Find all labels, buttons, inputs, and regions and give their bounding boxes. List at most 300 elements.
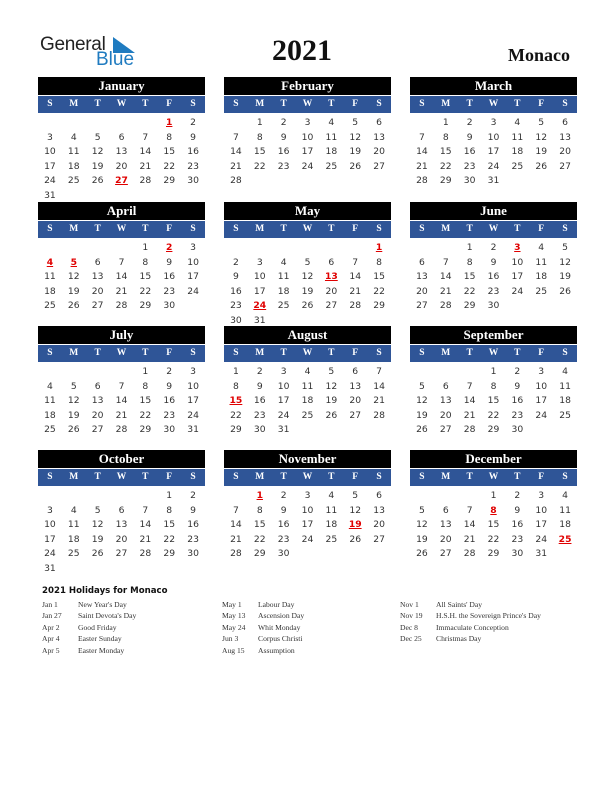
weekday-label: M bbox=[255, 99, 265, 109]
day-cell: 26 bbox=[416, 424, 428, 436]
weekday-label: S bbox=[419, 348, 425, 358]
holiday-name: Ascension Day bbox=[258, 611, 305, 621]
day-cell: 28 bbox=[439, 300, 452, 312]
day-cell: 25 bbox=[325, 533, 338, 545]
day-cell: 4 bbox=[70, 504, 77, 516]
weekday-label: S bbox=[419, 472, 425, 482]
day-cell: 3 bbox=[190, 242, 196, 253]
weekday-label: W bbox=[116, 472, 127, 482]
day-cell: 20 bbox=[416, 285, 428, 297]
day-cell: 21 bbox=[115, 285, 128, 297]
day-cell: 6 bbox=[328, 256, 335, 268]
day-cell: 30 bbox=[511, 424, 524, 436]
day-cell: 8 bbox=[256, 504, 263, 516]
holiday-name: Christmas Day bbox=[436, 634, 482, 644]
day-cell: 27 bbox=[325, 300, 338, 312]
weekday-label: W bbox=[302, 472, 313, 482]
day-cell: 30 bbox=[187, 548, 199, 560]
day-cell: 29 bbox=[487, 548, 500, 560]
weekday-label: W bbox=[488, 348, 499, 358]
holiday-day-cell: 1 bbox=[256, 490, 263, 501]
day-cell: 9 bbox=[490, 256, 497, 268]
month-october bbox=[38, 450, 205, 577]
day-cell: 29 bbox=[253, 548, 266, 560]
day-cell: 8 bbox=[466, 256, 473, 268]
day-cell: 9 bbox=[280, 131, 287, 143]
day-cell: 1 bbox=[232, 366, 239, 377]
day-cell: 6 bbox=[376, 490, 382, 501]
holiday-name: Immaculate Conception bbox=[436, 622, 509, 632]
day-cell: 19 bbox=[325, 395, 338, 407]
day-cell: 26 bbox=[535, 160, 548, 172]
day-cell: 18 bbox=[511, 146, 524, 158]
empty-cell bbox=[434, 489, 458, 504]
day-cell: 1 bbox=[466, 242, 473, 253]
day-cell: 8 bbox=[442, 131, 449, 143]
day-cell: 12 bbox=[301, 271, 314, 283]
day-cell: 16 bbox=[253, 395, 266, 407]
day-cell: 27 bbox=[349, 409, 362, 421]
day-cell: 31 bbox=[487, 175, 500, 187]
day-cell: 4 bbox=[46, 380, 53, 392]
holiday-name: All Saints' Day bbox=[436, 600, 483, 609]
day-cell: 20 bbox=[325, 285, 338, 297]
weekday-header bbox=[38, 96, 205, 113]
day-cell: 21 bbox=[139, 533, 152, 545]
day-cell: 12 bbox=[91, 146, 104, 158]
month-title: September bbox=[410, 326, 577, 344]
holiday-date: Nov 1 bbox=[400, 600, 419, 609]
day-cell: 25 bbox=[511, 160, 524, 172]
day-cell: 18 bbox=[277, 285, 290, 297]
weekday-label: S bbox=[419, 224, 425, 234]
day-cell: 18 bbox=[559, 395, 571, 407]
day-cell: 23 bbox=[277, 533, 290, 545]
weekday-label: T bbox=[514, 472, 521, 482]
holiday-day-cell: 19 bbox=[348, 519, 362, 531]
generalblue-logo bbox=[40, 34, 150, 74]
weekday-label: T bbox=[466, 224, 473, 234]
day-cell: 20 bbox=[349, 395, 362, 407]
day-cell: 28 bbox=[349, 300, 362, 312]
day-cell: 16 bbox=[163, 395, 176, 407]
day-grid bbox=[224, 241, 391, 329]
day-cell: 18 bbox=[325, 519, 338, 531]
holiday-item bbox=[42, 623, 136, 634]
day-cell: 21 bbox=[439, 285, 452, 297]
day-grid bbox=[38, 241, 205, 314]
day-cell: 14 bbox=[230, 519, 242, 531]
holiday-name: Whit Monday bbox=[258, 622, 301, 632]
day-cell: 20 bbox=[559, 146, 571, 158]
holiday-date: Dec 8 bbox=[400, 622, 418, 632]
holiday-item bbox=[222, 623, 304, 634]
day-cell: 11 bbox=[559, 504, 571, 516]
day-cell: 20 bbox=[91, 409, 104, 421]
day-cell: 18 bbox=[67, 160, 80, 172]
empty-cell bbox=[86, 116, 110, 131]
weekday-label: F bbox=[352, 224, 359, 234]
day-cell: 16 bbox=[511, 519, 524, 531]
day-cell: 1 bbox=[256, 117, 263, 128]
day-cell: 16 bbox=[230, 285, 242, 297]
day-cell: 2 bbox=[166, 366, 173, 377]
holiday-item bbox=[222, 600, 304, 611]
day-cell: 31 bbox=[44, 189, 56, 201]
day-cell: 12 bbox=[559, 256, 571, 268]
day-cell: 12 bbox=[91, 519, 104, 531]
day-cell: 21 bbox=[373, 395, 385, 407]
day-cell: 5 bbox=[418, 380, 425, 392]
day-cell: 4 bbox=[328, 490, 335, 501]
day-cell: 27 bbox=[115, 548, 128, 560]
holidays-column bbox=[42, 600, 136, 657]
holiday-date: Nov 19 bbox=[400, 611, 423, 621]
weekday-label: S bbox=[190, 99, 196, 109]
empty-cell bbox=[133, 116, 157, 131]
empty-cell bbox=[62, 365, 86, 380]
day-cell: 6 bbox=[94, 380, 101, 392]
day-cell: 18 bbox=[325, 146, 338, 158]
day-cell: 28 bbox=[230, 548, 242, 560]
day-cell: 25 bbox=[44, 300, 56, 312]
day-cell: 19 bbox=[559, 271, 571, 283]
day-cell: 25 bbox=[277, 300, 290, 312]
empty-cell bbox=[110, 365, 134, 380]
day-cell: 26 bbox=[91, 175, 104, 187]
day-cell: 30 bbox=[253, 424, 266, 436]
day-cell: 27 bbox=[91, 300, 104, 312]
weekday-label: F bbox=[352, 348, 359, 358]
month-title: November bbox=[224, 450, 391, 468]
day-cell: 8 bbox=[166, 131, 173, 143]
weekday-header bbox=[38, 221, 205, 238]
holidays-column bbox=[400, 600, 541, 646]
day-cell: 18 bbox=[67, 533, 80, 545]
day-cell: 14 bbox=[230, 146, 242, 158]
day-cell: 31 bbox=[277, 424, 290, 436]
day-cell: 23 bbox=[511, 409, 524, 421]
day-cell: 24 bbox=[301, 160, 314, 172]
weekday-label: T bbox=[514, 224, 521, 234]
day-cell: 24 bbox=[487, 160, 500, 172]
day-cell: 23 bbox=[253, 409, 266, 421]
day-cell: 22 bbox=[487, 409, 500, 421]
day-cell: 20 bbox=[91, 285, 104, 297]
weekday-header bbox=[224, 221, 391, 238]
holiday-date: Jun 3 bbox=[222, 634, 239, 644]
empty-cell bbox=[133, 489, 157, 504]
empty-cell bbox=[434, 365, 458, 380]
holiday-item bbox=[222, 611, 304, 622]
holiday-date: May 1 bbox=[222, 600, 242, 609]
holiday-day-cell: 15 bbox=[229, 395, 243, 407]
empty-cell bbox=[319, 241, 343, 256]
day-cell: 30 bbox=[163, 424, 176, 436]
weekday-label: F bbox=[166, 348, 173, 358]
weekday-label: M bbox=[69, 224, 79, 234]
month-august bbox=[224, 326, 391, 438]
day-cell: 7 bbox=[352, 256, 359, 268]
day-cell: 16 bbox=[187, 146, 199, 158]
day-cell: 24 bbox=[277, 409, 290, 421]
day-cell: 14 bbox=[416, 146, 428, 158]
weekday-label: S bbox=[562, 472, 568, 482]
day-cell: 16 bbox=[163, 271, 176, 283]
holiday-day-cell: 8 bbox=[490, 504, 497, 516]
day-cell: 3 bbox=[304, 490, 311, 501]
day-cell: 14 bbox=[463, 395, 476, 407]
weekday-label: M bbox=[441, 472, 451, 482]
day-cell: 28 bbox=[416, 175, 428, 187]
day-cell: 21 bbox=[463, 533, 476, 545]
day-cell: 3 bbox=[256, 256, 263, 268]
day-cell: 21 bbox=[416, 160, 428, 172]
day-cell: 10 bbox=[511, 256, 524, 268]
day-cell: 4 bbox=[70, 131, 77, 143]
holiday-date: Apr 2 bbox=[42, 622, 60, 632]
weekday-label: T bbox=[328, 472, 335, 482]
day-cell: 12 bbox=[349, 131, 362, 143]
day-cell: 21 bbox=[230, 160, 242, 172]
month-december bbox=[410, 450, 577, 562]
day-cell: 9 bbox=[190, 504, 196, 516]
day-cell: 8 bbox=[166, 504, 173, 516]
day-cell: 1 bbox=[142, 242, 149, 253]
day-cell: 3 bbox=[280, 366, 287, 377]
day-cell: 20 bbox=[115, 533, 128, 545]
day-grid bbox=[38, 365, 205, 438]
holiday-item bbox=[222, 634, 304, 645]
weekday-label: T bbox=[142, 348, 149, 358]
month-november bbox=[224, 450, 391, 562]
holiday-date: Aug 15 bbox=[222, 645, 245, 655]
holiday-item bbox=[400, 623, 541, 634]
day-cell: 4 bbox=[328, 117, 335, 128]
holiday-date: Jan 27 bbox=[42, 611, 62, 621]
day-cell: 21 bbox=[139, 160, 152, 172]
day-cell: 12 bbox=[67, 395, 80, 407]
day-cell: 8 bbox=[256, 131, 263, 143]
day-cell: 26 bbox=[559, 285, 571, 297]
weekday-label: F bbox=[538, 472, 545, 482]
empty-cell bbox=[38, 116, 62, 131]
day-cell: 13 bbox=[91, 271, 104, 283]
day-cell: 27 bbox=[373, 160, 385, 172]
day-cell: 3 bbox=[304, 117, 311, 128]
day-cell: 5 bbox=[538, 117, 545, 128]
weekday-label: T bbox=[466, 348, 473, 358]
day-cell: 7 bbox=[376, 366, 382, 377]
day-cell: 27 bbox=[416, 300, 428, 312]
day-cell: 2 bbox=[232, 256, 239, 268]
day-cell: 16 bbox=[277, 146, 290, 158]
holiday-item bbox=[42, 611, 136, 622]
day-cell: 9 bbox=[190, 131, 196, 143]
day-cell: 22 bbox=[163, 533, 176, 545]
day-cell: 27 bbox=[559, 160, 571, 172]
day-cell: 20 bbox=[115, 160, 128, 172]
day-cell: 9 bbox=[466, 131, 473, 143]
weekday-label: W bbox=[488, 99, 499, 109]
day-cell: 14 bbox=[463, 519, 476, 531]
weekday-label: S bbox=[233, 99, 239, 109]
weekday-label: S bbox=[190, 472, 196, 482]
weekday-label: T bbox=[466, 472, 473, 482]
day-cell: 6 bbox=[94, 256, 101, 268]
day-cell: 7 bbox=[466, 504, 473, 516]
day-cell: 9 bbox=[256, 380, 263, 392]
day-cell: 21 bbox=[230, 533, 242, 545]
day-cell: 10 bbox=[487, 131, 500, 143]
day-cell: 24 bbox=[187, 409, 199, 421]
holiday-name: New Year's Day bbox=[78, 600, 127, 609]
weekday-label: S bbox=[47, 224, 53, 234]
day-cell: 6 bbox=[562, 117, 568, 128]
day-cell: 8 bbox=[232, 380, 239, 392]
day-cell: 13 bbox=[439, 395, 452, 407]
day-cell: 3 bbox=[538, 490, 545, 501]
day-cell: 18 bbox=[44, 409, 56, 421]
weekday-label: M bbox=[69, 348, 79, 358]
day-cell: 13 bbox=[349, 380, 362, 392]
day-cell: 28 bbox=[230, 175, 242, 187]
weekday-label: T bbox=[514, 99, 521, 109]
weekday-label: F bbox=[166, 472, 173, 482]
day-cell: 10 bbox=[301, 504, 314, 516]
weekday-header bbox=[410, 469, 577, 486]
weekday-label: S bbox=[562, 348, 568, 358]
holiday-date: Jan 1 bbox=[42, 600, 58, 609]
holiday-day-cell: 1 bbox=[166, 117, 173, 128]
day-cell: 10 bbox=[187, 256, 199, 268]
weekday-label: M bbox=[441, 348, 451, 358]
day-cell: 7 bbox=[118, 256, 125, 268]
month-september bbox=[410, 326, 577, 438]
empty-cell bbox=[110, 116, 134, 131]
day-cell: 25 bbox=[301, 409, 314, 421]
day-cell: 11 bbox=[44, 271, 56, 283]
day-cell: 28 bbox=[463, 548, 476, 560]
day-cell: 15 bbox=[439, 146, 452, 158]
empty-cell bbox=[38, 489, 62, 504]
day-cell: 19 bbox=[67, 285, 80, 297]
month-march bbox=[410, 77, 577, 189]
day-cell: 22 bbox=[439, 160, 452, 172]
day-cell: 17 bbox=[187, 271, 199, 283]
weekday-header bbox=[38, 345, 205, 362]
weekday-header bbox=[410, 96, 577, 113]
day-cell: 15 bbox=[487, 395, 500, 407]
holiday-name: H.S.H. the Sovereign Prince's Day bbox=[436, 611, 541, 621]
weekday-label: M bbox=[255, 472, 265, 482]
day-cell: 29 bbox=[163, 548, 176, 560]
weekday-label: M bbox=[441, 99, 451, 109]
day-cell: 12 bbox=[416, 395, 428, 407]
day-cell: 19 bbox=[349, 146, 362, 158]
day-cell: 21 bbox=[349, 285, 362, 297]
day-cell: 11 bbox=[535, 256, 548, 268]
day-cell: 24 bbox=[511, 285, 524, 297]
weekday-label: S bbox=[233, 472, 239, 482]
day-cell: 13 bbox=[559, 131, 571, 143]
weekday-label: W bbox=[302, 99, 313, 109]
day-cell: 26 bbox=[325, 409, 338, 421]
day-cell: 14 bbox=[115, 271, 128, 283]
day-cell: 2 bbox=[514, 366, 521, 377]
weekday-label: S bbox=[190, 224, 196, 234]
day-cell: 20 bbox=[439, 533, 452, 545]
month-title: June bbox=[410, 202, 577, 220]
holiday-date: Apr 4 bbox=[42, 634, 60, 644]
day-cell: 26 bbox=[349, 533, 362, 545]
holiday-date: May 24 bbox=[222, 622, 246, 632]
day-cell: 9 bbox=[232, 271, 239, 283]
day-cell: 11 bbox=[325, 504, 338, 516]
day-cell: 21 bbox=[115, 409, 128, 421]
day-cell: 23 bbox=[230, 300, 242, 312]
holiday-date: Apr 5 bbox=[42, 645, 60, 655]
day-cell: 10 bbox=[44, 519, 56, 531]
month-july bbox=[38, 326, 205, 438]
weekday-label: T bbox=[94, 99, 101, 109]
month-title: October bbox=[38, 450, 205, 468]
day-cell: 10 bbox=[277, 380, 290, 392]
empty-cell bbox=[62, 116, 86, 131]
weekday-label: F bbox=[166, 224, 173, 234]
day-cell: 11 bbox=[511, 131, 524, 143]
day-cell: 4 bbox=[304, 366, 311, 377]
empty-cell bbox=[86, 489, 110, 504]
day-cell: 30 bbox=[511, 548, 524, 560]
weekday-label: S bbox=[190, 348, 196, 358]
weekday-label: W bbox=[302, 348, 313, 358]
day-cell: 12 bbox=[349, 504, 362, 516]
day-cell: 10 bbox=[187, 380, 199, 392]
day-cell: 17 bbox=[301, 146, 314, 158]
empty-cell bbox=[343, 241, 367, 256]
day-cell: 23 bbox=[487, 285, 500, 297]
day-cell: 14 bbox=[373, 380, 385, 392]
holidays-title: 2021 Holidays for Monaco bbox=[42, 586, 168, 596]
day-cell: 22 bbox=[139, 285, 152, 297]
weekday-label: M bbox=[255, 348, 265, 358]
day-grid bbox=[410, 241, 577, 314]
day-cell: 17 bbox=[535, 395, 548, 407]
day-cell: 20 bbox=[373, 519, 385, 531]
day-cell: 26 bbox=[349, 160, 362, 172]
day-cell: 7 bbox=[118, 380, 125, 392]
day-cell: 14 bbox=[349, 271, 362, 283]
day-cell: 8 bbox=[142, 380, 149, 392]
weekday-label: W bbox=[488, 472, 499, 482]
day-cell: 6 bbox=[418, 256, 425, 268]
day-cell: 11 bbox=[67, 146, 80, 158]
day-cell: 12 bbox=[325, 380, 338, 392]
day-cell: 5 bbox=[562, 242, 568, 253]
month-title: January bbox=[38, 77, 205, 95]
empty-cell bbox=[224, 241, 248, 256]
day-cell: 2 bbox=[490, 242, 497, 253]
day-cell: 28 bbox=[139, 175, 152, 187]
empty-cell bbox=[458, 365, 482, 380]
weekday-label: T bbox=[94, 224, 101, 234]
weekday-label: T bbox=[142, 99, 149, 109]
empty-cell bbox=[224, 489, 248, 504]
day-cell: 9 bbox=[166, 256, 173, 268]
day-cell: 22 bbox=[487, 533, 500, 545]
holiday-name: Assumption bbox=[258, 645, 295, 655]
